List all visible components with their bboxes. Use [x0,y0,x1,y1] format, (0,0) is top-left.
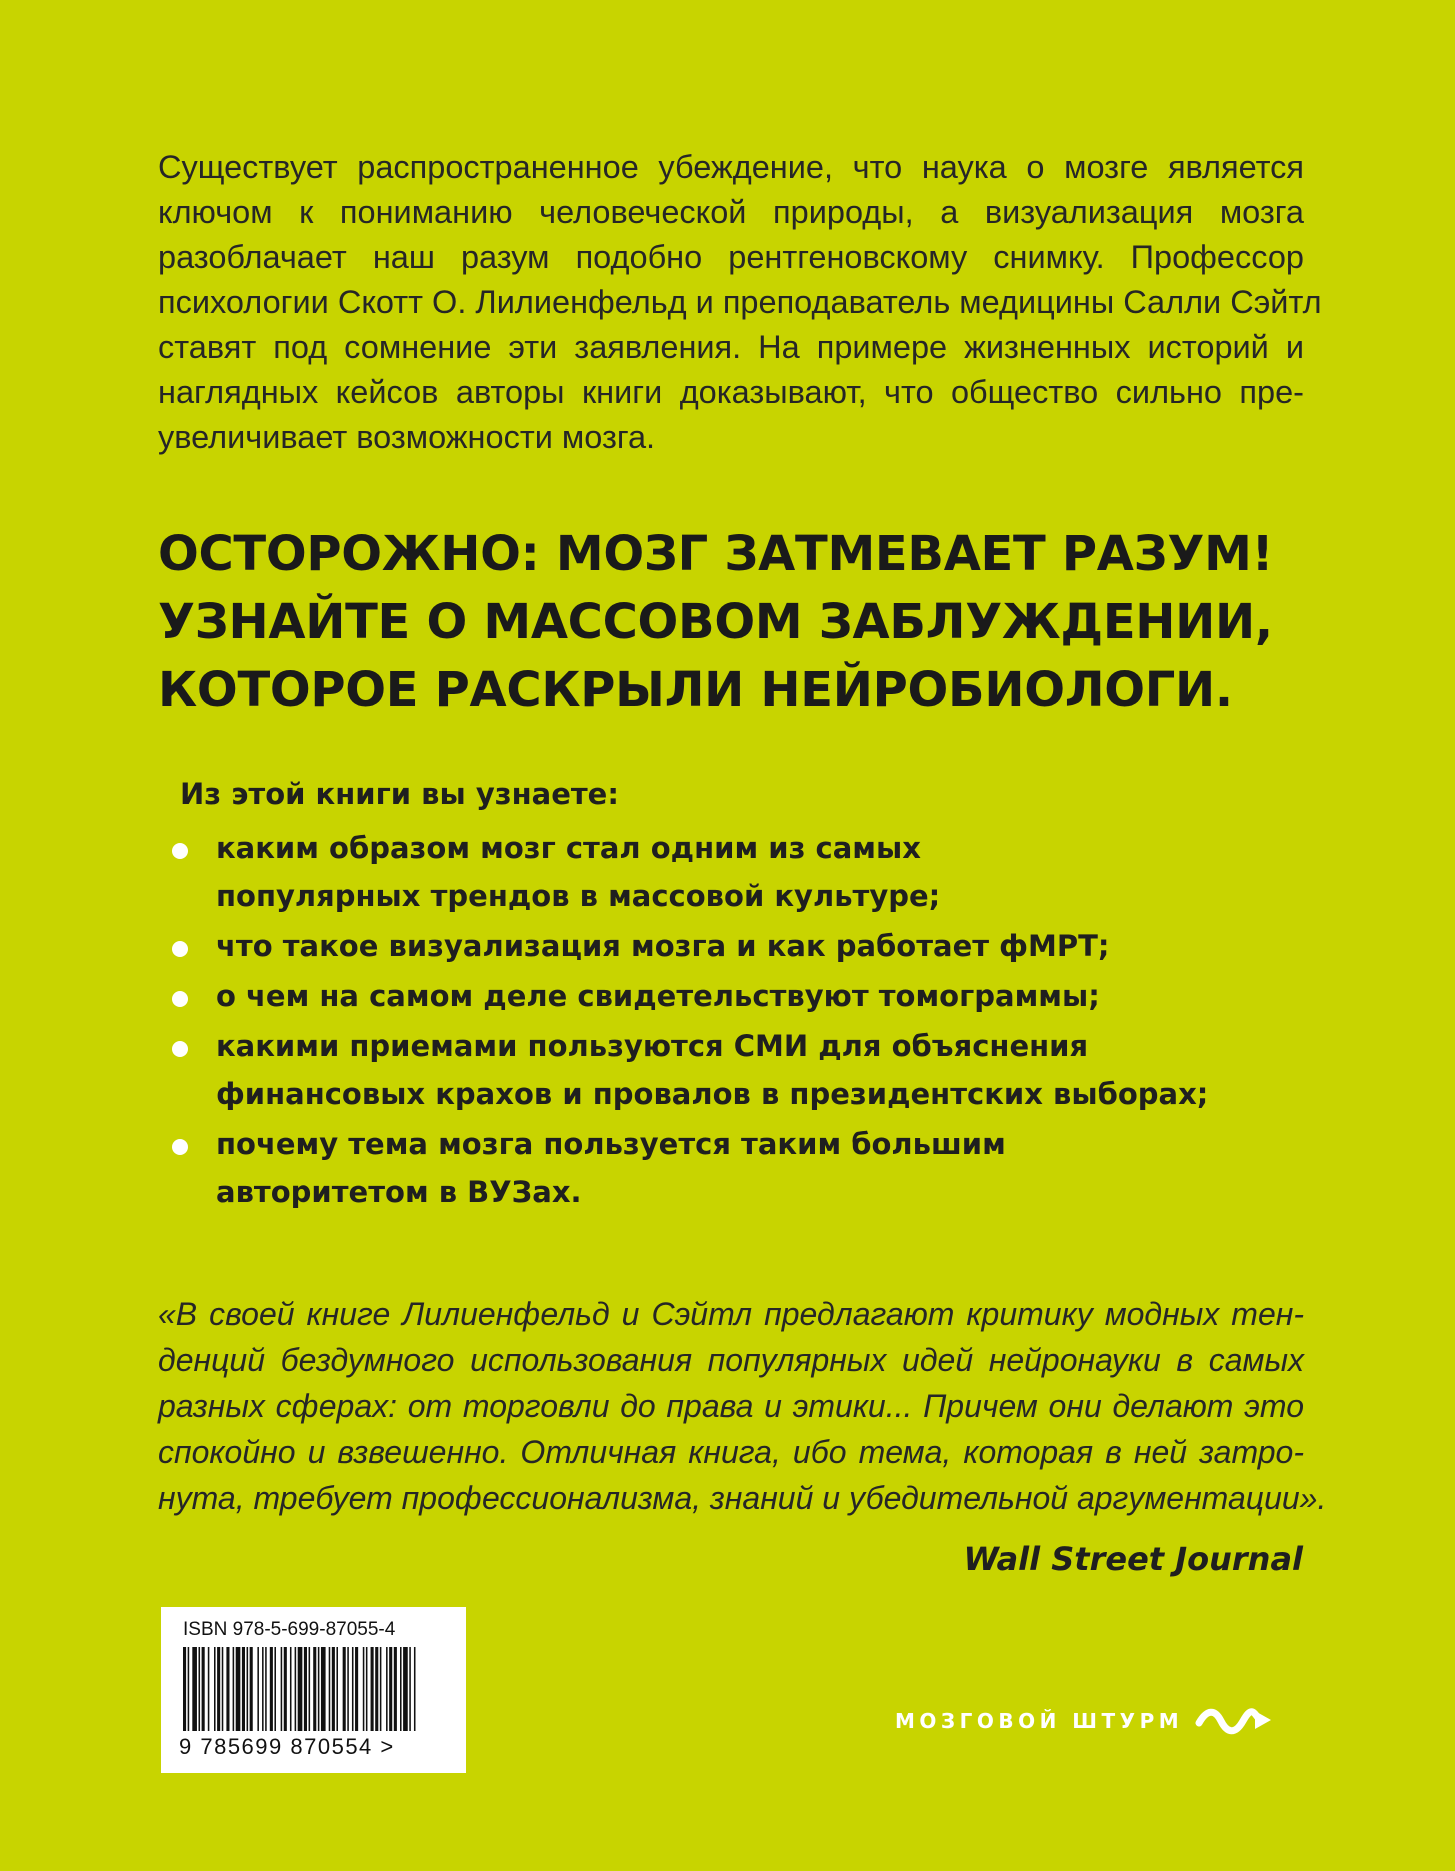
list-item [180,1022,1330,1118]
list-item-text: каким образом мозг стал одним из самых [216,831,921,865]
intro-line: психологии Скотт О. Лилиенфельд и преподаватель медицины Салли Сэйтл [158,284,1322,320]
features-list [180,824,1330,1216]
list-item [180,922,1330,970]
quote-source: Wall Street Journal [963,1540,1303,1578]
headline [158,520,1273,724]
publisher-imprint [895,1703,1275,1739]
features-section [180,770,1330,1218]
barcode [161,1607,466,1773]
quote-line: разных сферах: от торговли до права и этики... Причем они делают это [158,1388,1304,1424]
isbn-number: ISBN 978-5-699-87055-4 [183,1619,396,1640]
headline-line: ОСТОРОЖНО: МОЗГ ЗАТМЕВАЕТ РАЗУМ! [158,526,1274,582]
intro-paragraph [158,145,1322,460]
ean-digits: 9 785699 870554 > [179,1734,395,1759]
intro-line: увеличивает возможности мозга. [158,419,656,455]
wave-arrow-icon [1195,1703,1275,1739]
quote-line: спокойно и взвешенно. Отличная книга, ибо тема, которая в ней затро- [158,1434,1304,1470]
barcode-bars-icon [183,1647,445,1735]
bullet-dot-icon [172,991,188,1007]
list-item-text: о чем на самом деле свидетельствуют томограммы; [216,979,1100,1013]
intro-line: ставят под сомнение эти заявления. На примере жизненных историй и [158,329,1304,365]
bullet-dot-icon [172,1139,188,1155]
headline-line: УЗНАЙТЕ О МАССОВОМ ЗАБЛУЖДЕНИИ, [158,594,1273,650]
bullet-dot-icon [172,941,188,957]
list-item-text: что такое визуализация мозга и как работает фМРТ; [216,929,1110,963]
list-item [180,1120,1330,1216]
quote-line: денций бездумного использования популярных идей нейронауки в самых [158,1342,1304,1378]
list-item [180,972,1330,1020]
bullet-dot-icon [172,843,188,859]
intro-line: Существует распространенное убеждение, что наука о мозге является [158,149,1304,185]
bullet-dot-icon [172,1041,188,1057]
features-title: Из этой книги вы узнаете: [180,777,619,811]
list-item-text: финансовых крахов и провалов в президентских выборах; [216,1077,1209,1111]
quote-line: «В своей книге Лилиенфельд и Сэйтл предлагают критику модных тен- [158,1296,1304,1332]
intro-line: ключом к пониманию человеческой природы, а визуализация мозга [158,194,1304,230]
list-item-text: почему тема мозга пользуется таким большим [216,1127,1006,1161]
list-item-text: популярных трендов в массовой культуре; [216,879,941,913]
publisher-name: МОЗГОВОЙ ШТУРМ [895,1709,1184,1733]
quote-line: нута, требует профессионализма, знаний и убедительной аргументации». [158,1480,1327,1516]
intro-line: наглядных кейсов авторы книги доказывают, что общество сильно пре- [158,374,1304,410]
list-item [180,824,1330,920]
list-item-text: авторитетом в ВУЗах. [216,1175,582,1209]
headline-line: КОТОРОЕ РАСКРЫЛИ НЕЙРОБИОЛОГИ. [158,662,1233,718]
intro-line: разоблачает наш разум подобно рентгеновскому снимку. Профессор [158,239,1304,275]
list-item-text: какими приемами пользуются СМИ для объяснения [216,1029,1089,1063]
review-quote [158,1291,1327,1521]
